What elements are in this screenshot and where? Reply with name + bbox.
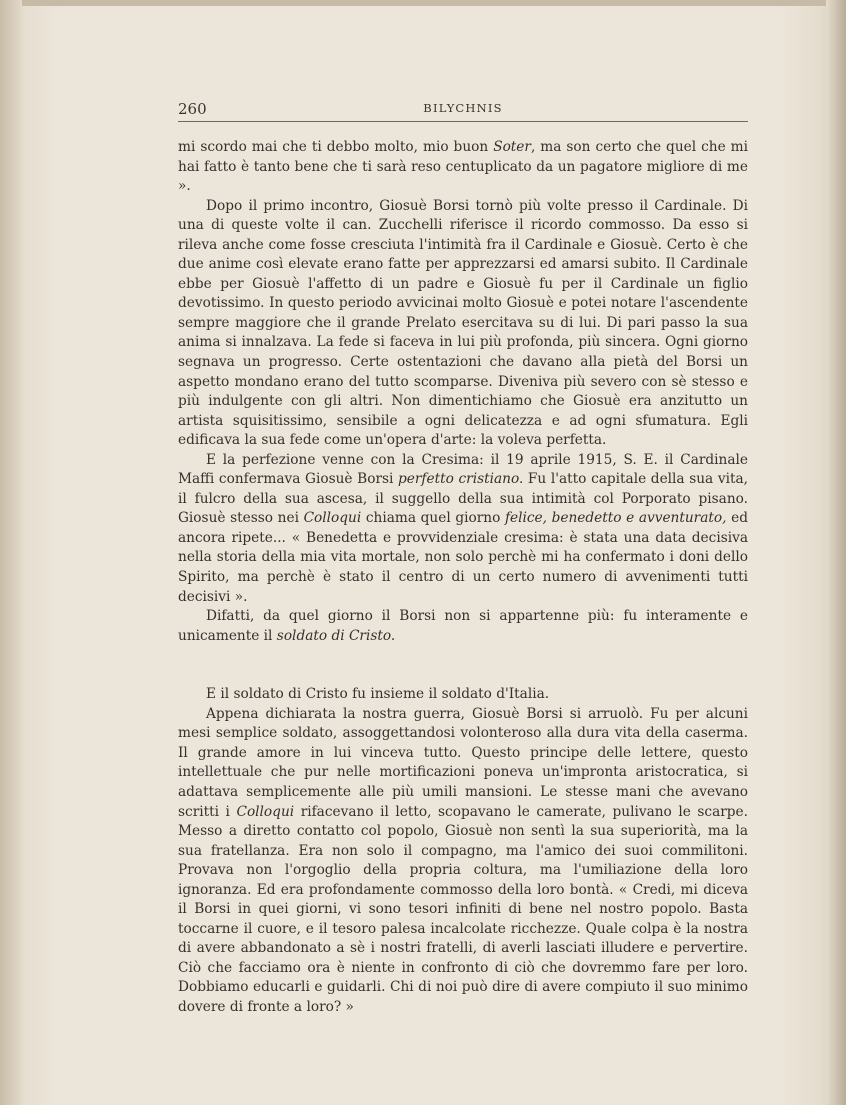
page-number: 260 [178, 100, 207, 118]
page-right-edge [826, 0, 846, 1105]
italic-text: soldato di Cristo. [276, 627, 396, 644]
page-top-edge [0, 0, 846, 6]
paragraph: Appena dichiarata la nostra guerra, Giosuè Borsi si arruolò. Fu per alcuni mesi semplice soldato, assoggettandosi volonteroso alla dura vita della caserma. Il grande amore in lui vinceva tutto. Questo principe delle lettere, questo intellettuale che pur nelle mortificazioni poneva un'impronta aristocratica, si adattava semplicemente alle più umili mansioni. Le stesse mani che avevano scritti i Colloqui rifacevano il letto, scopavano le camerate, pulivano le scarpe. Messo a diretto contatto col popolo, Giosuè non sentì la sua superiorità, ma la sua fratellanza. Era non solo il compagno, ma l'amico dei suoi commilitoni. Provava non l'orgoglio della propria coltura, ma l'umiliazione della loro ignoranza. Ed era profondamente commosso della loro bontà. « Credi, mi diceva il Borsi in quei giorni, vi sono tesori infiniti di bene nel nostro popolo. Basta toccarne il cuore, e il tesoro palesa incalcolate ricchezze. Quale colpa è la nostra di avere abbandonato a sè i nostri fratelli, di averli lasciati illudere e pervertire. Ciò che facciamo ora è niente in confronto di ciò che dovremmo fare per loro. Dobbiamo educarli e guidarli. Chi di noi può dire di avere compiuto il suo minimo dovere di fronte a loro? » [178, 705, 748, 1015]
page-header [178, 100, 748, 122]
body-text [178, 138, 748, 1018]
italic-text: Soter [493, 139, 531, 155]
italic-text: perfetto cristiano. [398, 471, 524, 488]
running-head: BILYCHNIS [423, 101, 503, 115]
header-rule [178, 121, 748, 122]
page-left-edge [0, 0, 22, 1105]
italic-text: Colloqui [236, 803, 295, 820]
paragraph: E il soldato di Cristo fu insieme il soldato d'Italia. [206, 686, 550, 703]
italic-text: felice, benedetto e avventurato, [504, 510, 727, 527]
paragraph: Dopo il primo incontro, Giosuè Borsi tornò più volte presso il Cardinale. Di una di queste volte il can. Zucchelli riferisce il ricordo commosso. Da esso si rileva anche come fosse cresciuta l'intimità fra il Cardinale e Giosuè. Certo è che due anime così elevate erano fatte per apprezzarsi ed amarsi subito. Il Cardinale ebbe per Giosuè l'affetto di un padre e Giosuè fu per il Cardinale un figlio devotissimo. In questo periodo avvicinai molto Giosuè e potei notare l'ascendente sempre maggiore che il grande Prelato esercitava su di lui. Di pari passo la sua anima si innalzava. La fede si faceva in lui più profonda, più sincera. Ogni giorno segnava un progresso. Certe ostentazioni che davano alla pietà del Borsi un aspetto mondano erano del tutto scomparse. Diveniva più severo con sè stesso e più indulgente con gli altri. Non dimentichiamo che Giosuè era anzitutto un artista squisitissimo, sensibile a ogni delicatezza e ad ogni sfumatura. Egli edificava la sua fede come un'opera d'arte: la voleva perfetta. [178, 197, 748, 449]
section-break [178, 646, 748, 685]
paragraph: mi scordo mai che ti debbo molto, mio buon Soter, ma son certo che quel che mi hai fatto è tanto bene che ti sarà reso centuplicato da un pagatore migliore di me ». [178, 139, 749, 195]
italic-text: Colloqui [303, 510, 362, 527]
paragraph: Difatti, da quel giorno il Borsi non si appartenne più: fu interamente e unicamente il soldato di Cristo. [178, 608, 748, 644]
paragraph: E la perfezione venne con la Cresima: il 19 aprile 1915, S. E. il Cardinale Maffi confermava Giosuè Borsi perfetto cristiano. Fu l'atto capitale della sua vita, il fulcro della sua ascesa, il suggello della sua intimità col Porporato pisano. Giosuè stesso nei Colloqui chiama quel giorno felice, benedetto e avventurato, ed ancora ripete... « Benedetta e provvidenziale cresima: è stata una data decisiva nella storia della mia vita mortale, non solo perchè mi ha confermato i doni dello Spirito, ma perchè è stato il centro di un certo numero di avvenimenti tutti decisivi ». [178, 451, 748, 605]
